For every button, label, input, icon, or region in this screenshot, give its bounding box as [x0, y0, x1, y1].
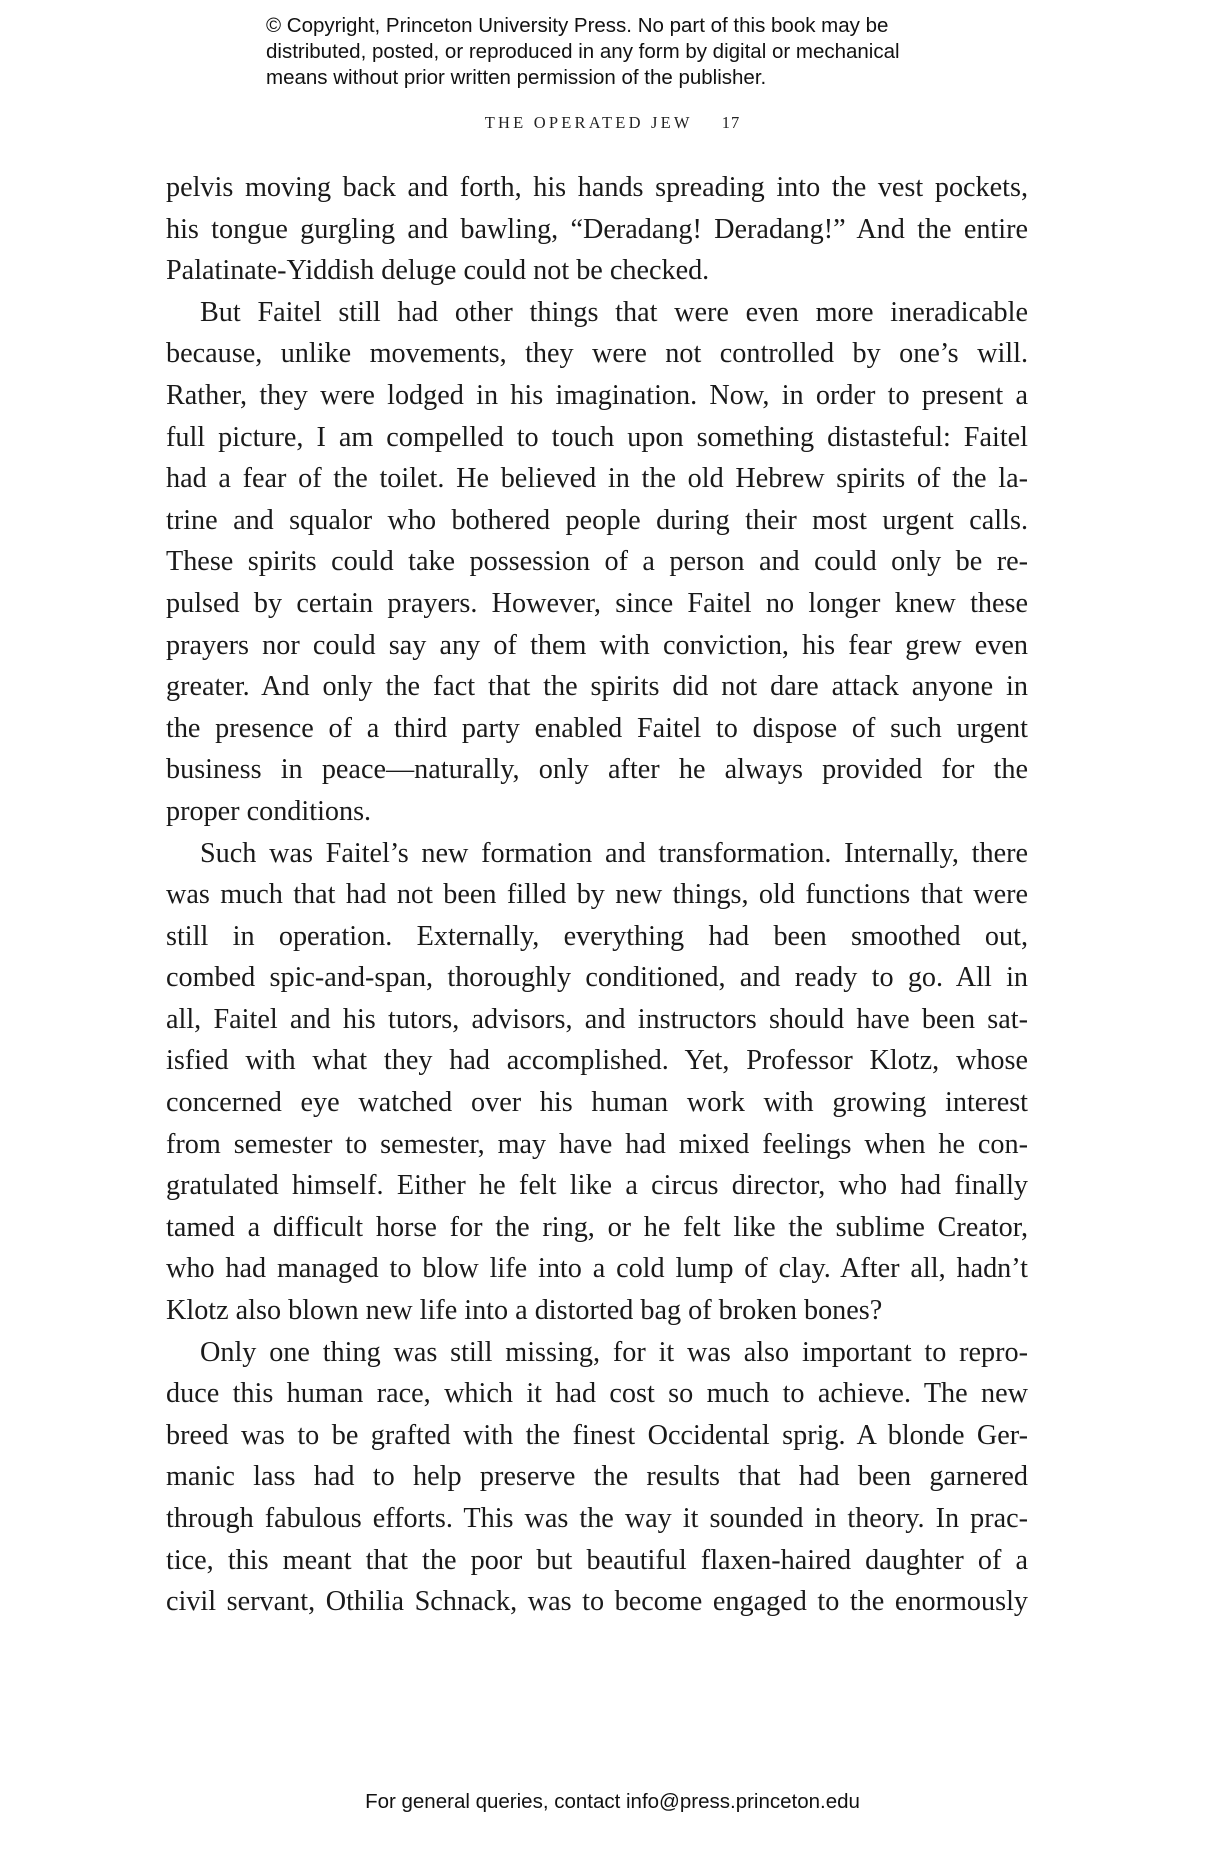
text-line: through fabulous efforts. This was the way it sounded in theory. In prac-: [166, 1503, 1028, 1534]
copyright-line: means without prior written permission of the publisher.: [266, 66, 767, 89]
text-line: the presence of a third party enabled Faitel to dispose of such urgent: [166, 712, 1028, 744]
text-line: These spirits could take possession of a person and could only be re-: [166, 546, 1028, 578]
text-line: full picture, I am compelled to touch upon something distasteful: Faitel: [166, 421, 1028, 453]
text-line: Only one thing was still missing, for it was also important to repro-: [200, 1336, 1028, 1368]
copyright-line: © Copyright, Princeton University Press. No part of this book may be: [266, 14, 889, 37]
text-line: from semester to semester, may have had mixed feelings when he con-: [166, 1128, 1028, 1160]
text-line: But Faitel still had other things that were even more ineradicable: [200, 296, 1028, 328]
text-line: duce this human race, which it had cost so much to achieve. The new: [166, 1378, 1028, 1410]
copyright-line: distributed, posted, or reproduced in any form by digital or mechanical: [266, 40, 900, 63]
text-line: pulsed by certain prayers. However, since Faitel no longer knew these: [166, 587, 1028, 619]
text-line: manic lass had to help preserve the results that had been garnered: [166, 1461, 1028, 1493]
text-line: still in operation. Externally, everything had been smoothed out,: [166, 920, 1028, 952]
text-line: tamed a difficult horse for the ring, or he felt like the sublime Creator,: [166, 1211, 1028, 1243]
text-line: his tongue gurgling and bawling, “Deradang! Deradang!” And the entire: [166, 213, 1028, 245]
text-line: prayers nor could say any of them with conviction, his fear grew even: [166, 629, 1028, 661]
running-head: [0, 113, 1225, 133]
text-line: gratulated himself. Either he felt like a circus director, who had finally: [166, 1170, 1028, 1202]
text-line: because, unlike movements, they were not controlled by one’s will.: [166, 338, 1028, 370]
body-text: [166, 167, 1028, 1623]
text-line: trine and squalor who bothered people during their most urgent calls.: [166, 504, 1028, 536]
text-line: Rather, they were lodged in his imagination. Now, in order to present a: [166, 379, 1028, 411]
text-line: civil servant, Othilia Schnack, was to become engaged to the enormously: [166, 1586, 1028, 1618]
text-line: who had managed to blow life into a cold lump of clay. After all, hadn’t: [166, 1253, 1028, 1285]
text-line: breed was to be grafted with the finest Occidental sprig. A blonde Ger-: [166, 1419, 1028, 1451]
text-line: was much that had not been filled by new things, old functions that were: [166, 879, 1028, 911]
text-line: pelvis moving back and forth, his hands spreading into the vest pockets,: [166, 172, 1028, 203]
text-line: business in peace—naturally, only after he always provided for the: [166, 754, 1028, 786]
text-line: Klotz also blown new life into a distorted bag of broken bones?: [166, 1295, 883, 1327]
text-line: tice, this meant that the poor but beautiful flaxen-haired daughter of a: [166, 1544, 1028, 1576]
text-line: isfied with what they had accomplished. Yet, Professor Klotz, whose: [166, 1045, 1028, 1077]
text-line: Palatinate-Yiddish deluge could not be checked.: [166, 255, 710, 287]
copyright-notice: [266, 13, 1026, 91]
text-line: concerned eye watched over his human work with growing interest: [166, 1087, 1028, 1119]
text-line: combed spic-and-span, thoroughly conditioned, and ready to go. All in: [166, 962, 1028, 994]
text-line: greater. And only the fact that the spirits did not dare attack anyone in: [166, 671, 1028, 703]
text-line: had a fear of the toilet. He believed in the old Hebrew spirits of the la-: [166, 463, 1028, 495]
text-line: proper conditions.: [166, 795, 372, 827]
page-number: 17: [721, 113, 741, 132]
running-head-title: THE OPERATED JEW: [484, 113, 693, 132]
text-line: all, Faitel and his tutors, advisors, and instructors should have been sat-: [166, 1003, 1028, 1035]
footer-contact: For general queries, contact info@press.princeton.edu: [365, 1790, 860, 1813]
text-line: Such was Faitel’s new formation and transformation. Internally, there: [200, 837, 1028, 869]
